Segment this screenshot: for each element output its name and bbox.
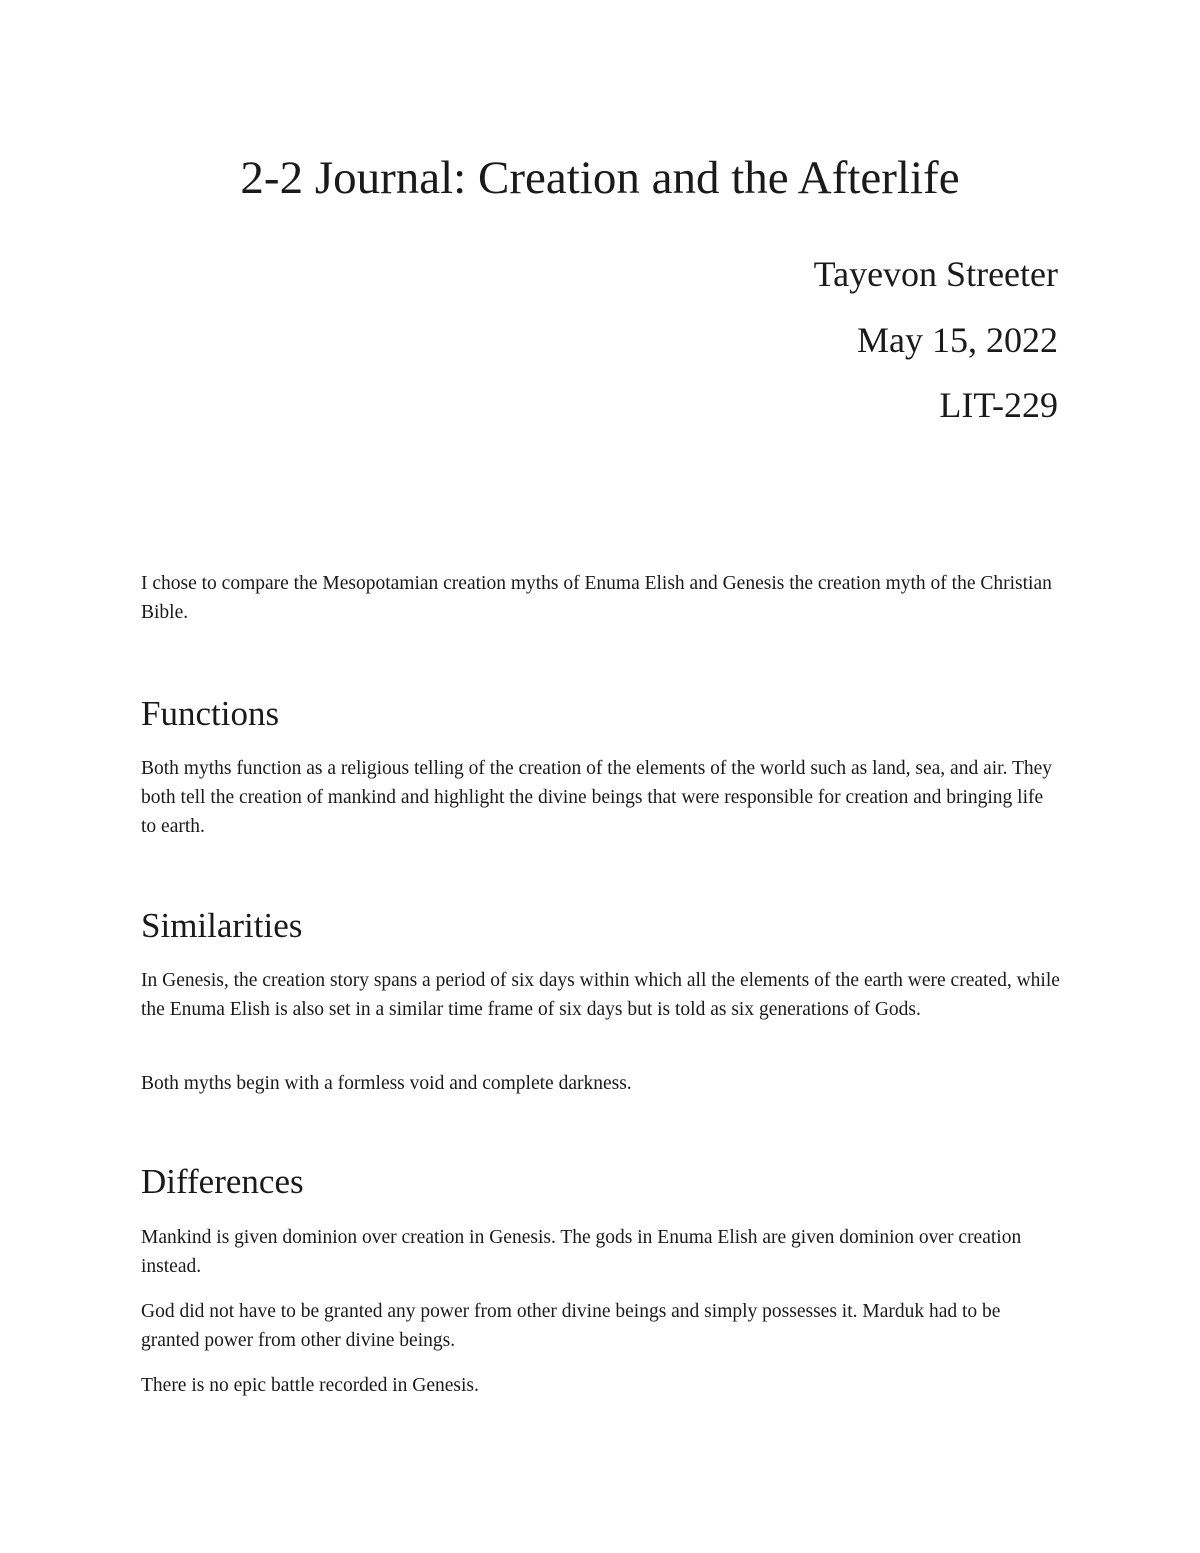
differences-paragraph-1: Mankind is given dominion over creation in Genesis. The gods in Enuma Elish are given dominion over creation instead. (141, 1227, 1022, 1277)
course-code: LIT-229 (939, 385, 1058, 425)
similarities-paragraph-1: In Genesis, the creation story spans a period of six days within which all the elements of the earth were created, while the Enuma Elish is also set in a similar time frame of six days but is told as six generations of Gods. (141, 970, 1060, 1020)
functions-paragraph: Both myths function as a religious telling of the creation of the elements of the world such as land, sea, and air. They both tell the creation of mankind and highlight the divine beings that were responsible for creation and bringing life to earth. (141, 758, 1053, 837)
document-date: May 15, 2022 (857, 320, 1058, 360)
author-name: Tayevon Streeter (813, 254, 1058, 294)
similarities-paragraph-2: Both myths begin with a formless void and complete darkness. (141, 1073, 632, 1094)
differences-paragraph-3: There is no epic battle recorded in Genesis. (141, 1375, 479, 1396)
differences-paragraph-2: God did not have to be granted any power from other divine beings and simply possesses it. Marduk had to be granted power from other divine beings. (141, 1301, 1001, 1351)
document-title: 2-2 Journal: Creation and the Afterlife (240, 152, 960, 204)
section-heading-similarities: Similarities (141, 906, 303, 945)
section-heading-differences: Differences (141, 1162, 304, 1201)
section-heading-functions: Functions (141, 694, 280, 733)
intro-paragraph: I chose to compare the Mesopotamian creation myths of Enuma Elish and Genesis the creation myth of the Christian Bible. (141, 573, 1052, 623)
